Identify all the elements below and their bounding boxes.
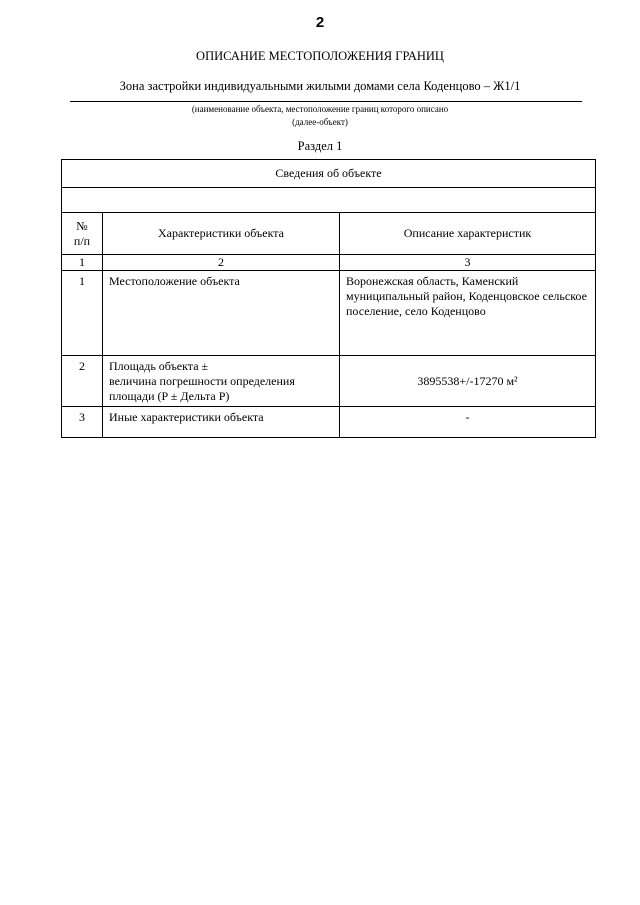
header-characteristic: Характеристики объекта: [103, 213, 340, 255]
document-title: ОПИСАНИЕ МЕСТОПОЛОЖЕНИЯ ГРАНИЦ: [196, 49, 444, 63]
row-description: 3895538+/-17270 м²: [340, 356, 596, 407]
header-num-line2: п/п: [73, 233, 91, 248]
header-num: [62, 213, 103, 255]
row-characteristic: Иные характеристики объекта: [103, 407, 340, 438]
section-label: Раздел 1: [297, 139, 343, 153]
table-row: [62, 407, 596, 438]
row-characteristic-line: площади (P ± Дельта P): [109, 389, 230, 403]
object-hint-line1: (наименование объекта, местоположение границ которого описано: [191, 104, 449, 114]
object-hint-line2: (далее-объект): [292, 117, 348, 127]
table-empty-row: [62, 188, 596, 213]
row-characteristic-line: Площадь объекта ±: [109, 359, 209, 373]
row-description: -: [340, 407, 596, 438]
row-characteristic-line: величина погрешности определения: [109, 374, 295, 388]
table-row: [62, 271, 596, 356]
table-row: [62, 356, 596, 407]
column-number-row: [62, 255, 596, 271]
table-caption-row: [62, 160, 596, 188]
col-number: 3: [340, 255, 596, 271]
underline-rule: [70, 101, 582, 102]
object-info-table: [61, 159, 596, 438]
row-num: 1: [62, 271, 103, 356]
header-description: Описание характеристик: [340, 213, 596, 255]
table-empty-cell: [62, 188, 596, 213]
col-number: 2: [103, 255, 340, 271]
row-characteristic: Местоположение объекта: [103, 271, 340, 356]
row-num: 2: [62, 356, 103, 407]
object-name: Зона застройки индивидуальными жилыми домами села Коденцово – Ж1/1: [119, 79, 521, 93]
col-number: 1: [62, 255, 103, 271]
row-characteristic: [103, 356, 340, 407]
table-header-row: [62, 213, 596, 255]
row-num: 3: [62, 407, 103, 438]
page-number: 2: [315, 14, 325, 31]
table-caption: Сведения об объекте: [62, 160, 596, 188]
header-num-line1: №: [76, 218, 88, 233]
row-description: Воронежская область, Каменский муниципальный район, Коденцовское сельское поселение, село Коденцово: [340, 271, 596, 356]
